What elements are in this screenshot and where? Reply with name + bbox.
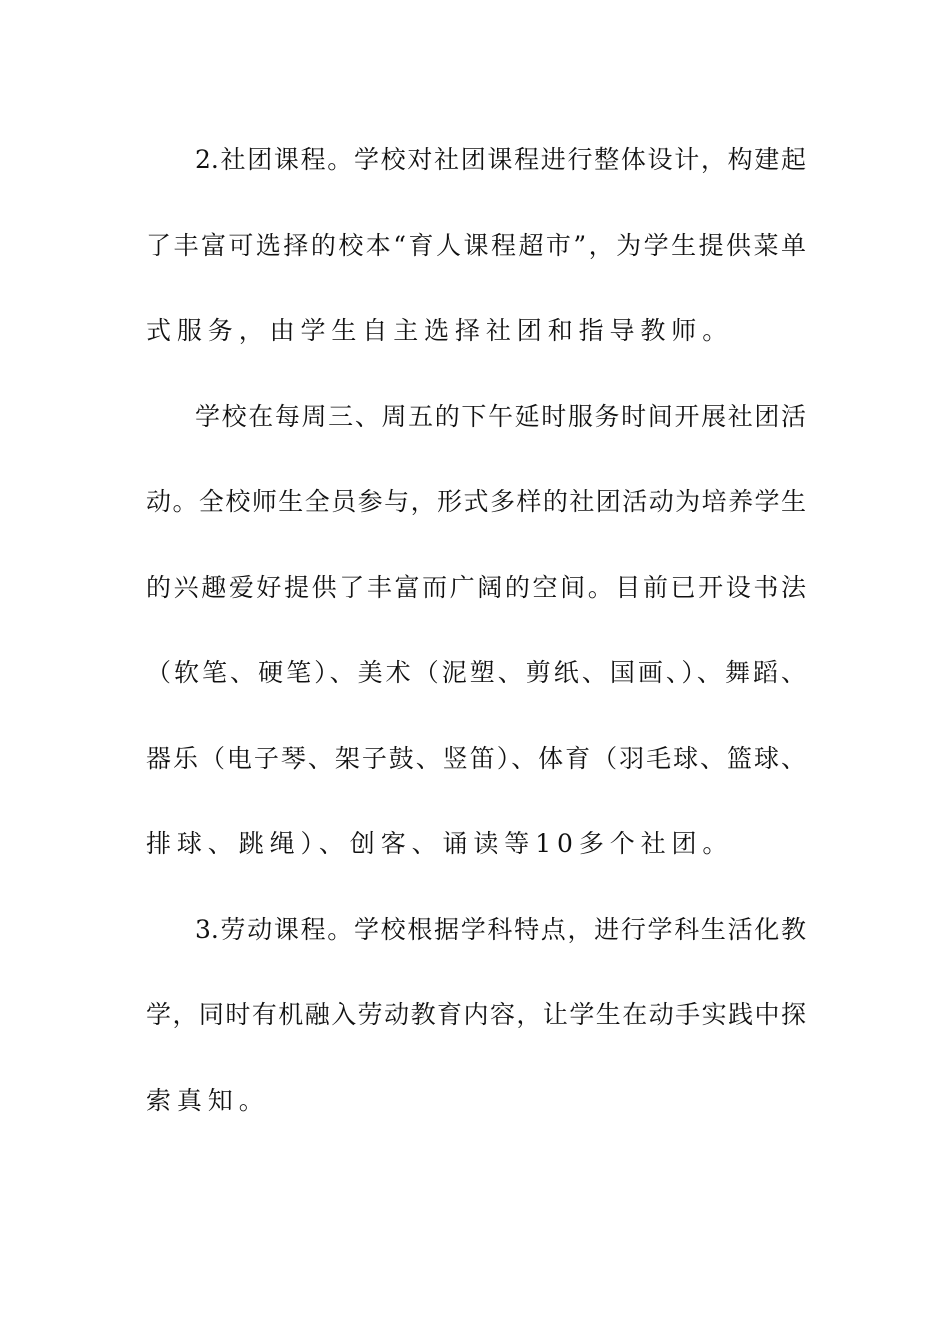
paragraph-line: 排球、跳绳）、创客、诵读等10多个社团。 [146, 829, 734, 858]
paragraph-line: 了丰富可选择的校本“育人课程超市”，为学生提供菜单 [146, 231, 806, 260]
paragraph-line: 的兴趣爱好提供了丰富而广阔的空间。目前已开设书法 [146, 573, 806, 602]
paragraph-line: 2.社团课程。学校对社团课程进行整体设计，构建起 [195, 145, 806, 174]
paragraph-line: （软笔、硬笔）、美术（泥塑、剪纸、国画、）、舞蹈、 [146, 658, 806, 687]
paragraph-line: 式服务，由学生自主选择社团和指导教师。 [146, 316, 734, 345]
paragraph-line: 索真知。 [146, 1086, 270, 1115]
paragraph-line: 学校在每周三、周五的下午延时服务时间开展社团活 [195, 402, 806, 431]
paragraph-line: 3.劳动课程。学校根据学科特点，进行学科生活化教 [195, 915, 806, 944]
paragraph-line: 器乐（电子琴、架子鼓、竖笛）、体育（羽毛球、篮球、 [146, 744, 806, 773]
paragraph-line: 学，同时有机融入劳动教育内容，让学生在动手实践中探 [146, 1000, 806, 1029]
paragraph-line: 动。全校师生全员参与，形式多样的社团活动为培养学生 [146, 487, 806, 516]
